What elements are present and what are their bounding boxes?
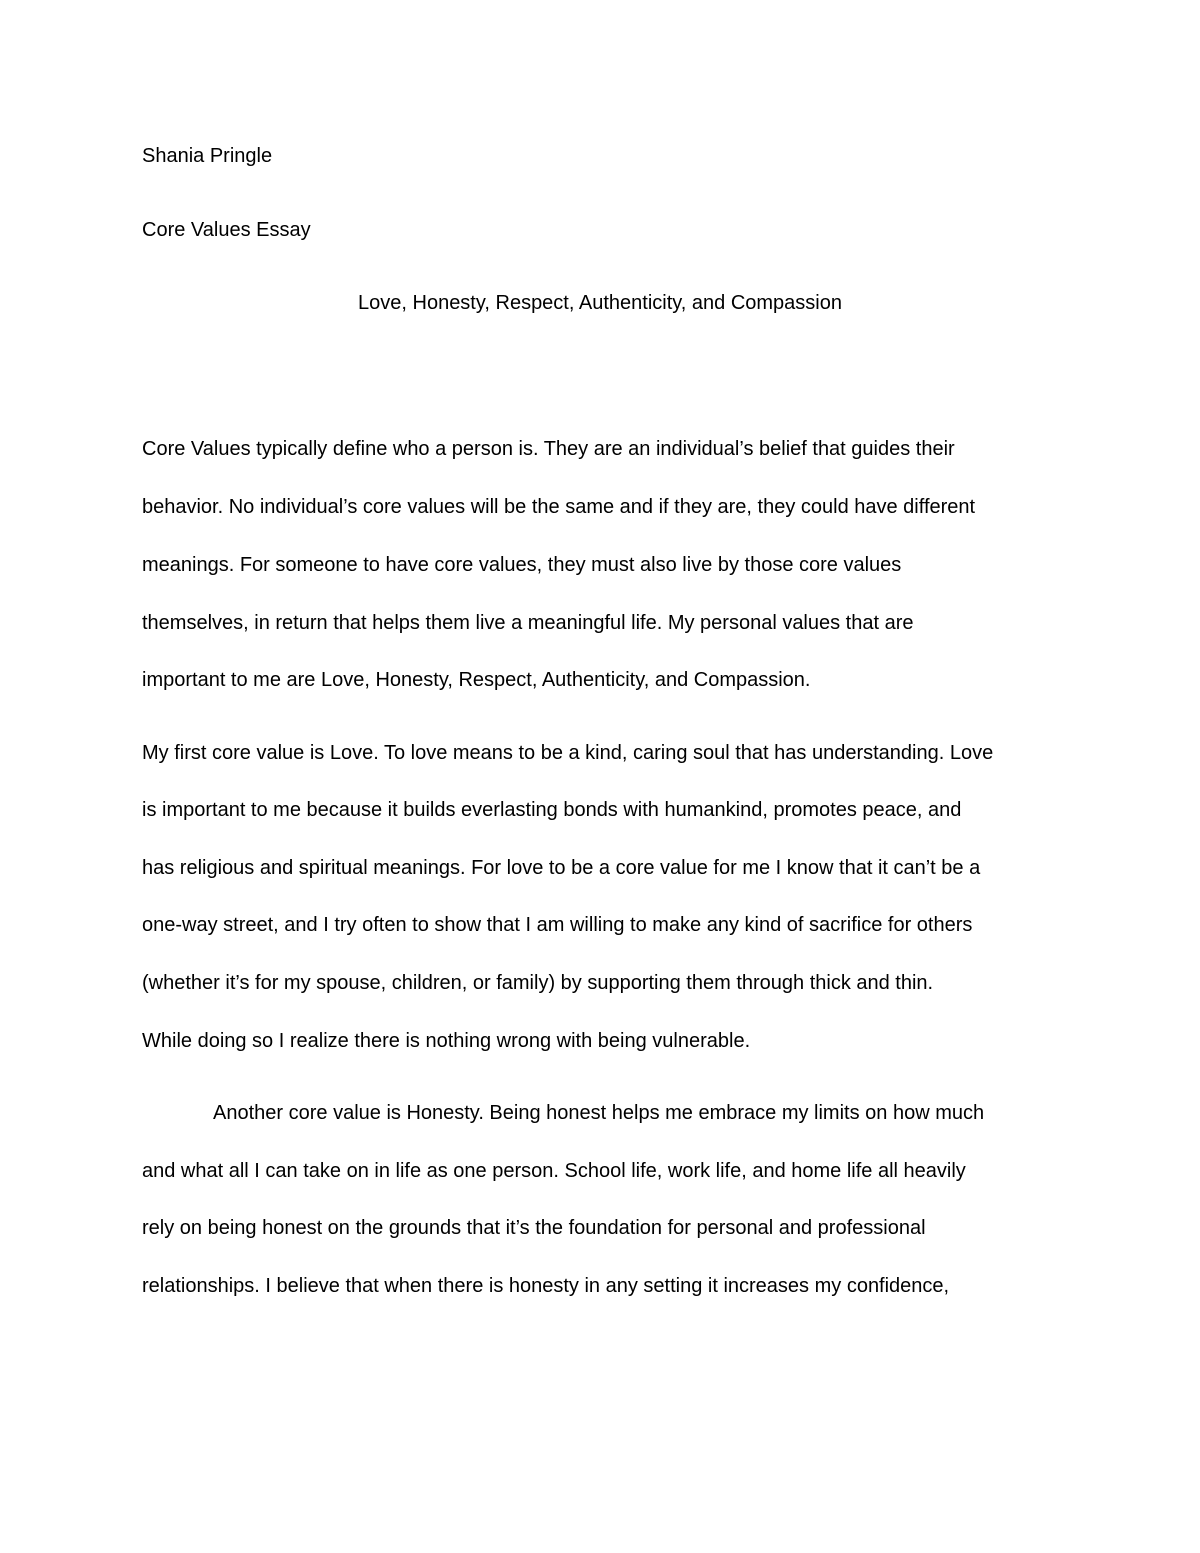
essay-title: Love, Honesty, Respect, Authenticity, and Compassion [358,292,842,314]
author-name: Shania Pringle [142,145,273,167]
paragraph-line: and what all I can take on in life as one person. School life, work life, and home life all heavily [142,1160,966,1182]
paragraph-line: one-way street, and I try often to show that I am willing to make any kind of sacrifice for others [142,914,973,936]
paragraph-line: is important to me because it builds everlasting bonds with humankind, promotes peace, and [142,799,962,821]
paragraph-line: behavior. No individual’s core values will be the same and if they are, they could have different [142,496,976,518]
paragraph-line: relationships. I believe that when there is honesty in any setting it increases my confidence, [142,1275,950,1297]
paragraph-line: Another core value is Honesty. Being honest helps me embrace my limits on how much [213,1102,985,1124]
course-name: Core Values Essay [142,219,311,241]
paragraph-line: While doing so I realize there is nothing wrong with being vulnerable. [142,1030,751,1052]
paragraph-line: important to me are Love, Honesty, Respect, Authenticity, and Compassion. [142,669,811,691]
paragraph-line: themselves, in return that helps them live a meaningful life. My personal values that are [142,612,914,634]
paragraph-line: My first core value is Love. To love means to be a kind, caring soul that has understanding. Love [142,742,994,764]
paragraph-line: Core Values typically define who a person is. They are an individual’s belief that guides their [142,438,955,460]
paragraph-line: meanings. For someone to have core values, they must also live by those core values [142,554,902,576]
paragraph-line: rely on being honest on the grounds that it’s the foundation for personal and professional [142,1217,926,1239]
paragraph-line: (whether it’s for my spouse, children, or family) by supporting them through thick and thin. [142,972,934,994]
paragraph-line: has religious and spiritual meanings. For love to be a core value for me I know that it can’t be a [142,857,981,879]
